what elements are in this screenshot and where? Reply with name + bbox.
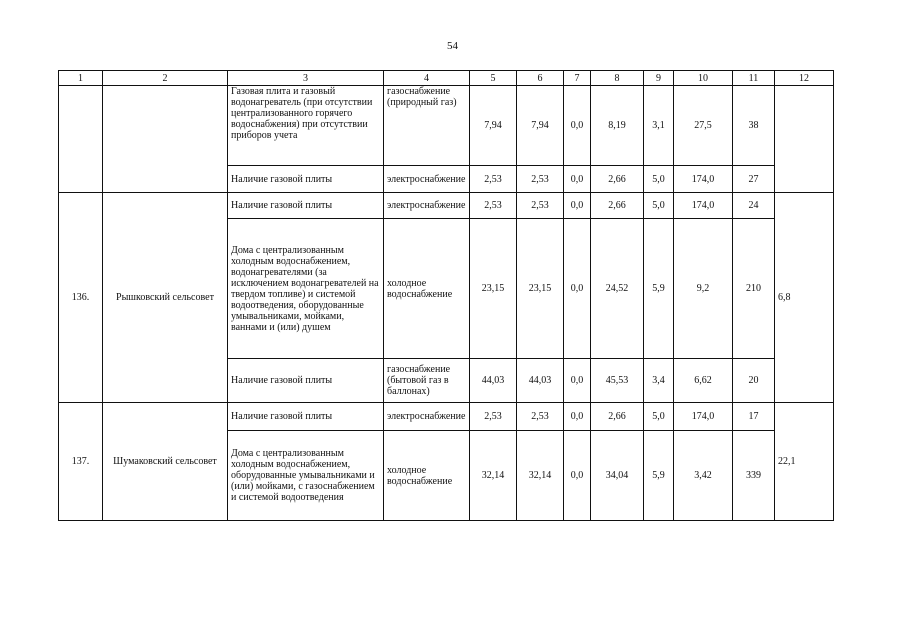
value-col-8: 8,19 — [591, 86, 644, 166]
column-number: 11 — [733, 71, 775, 86]
value-col-11: 20 — [733, 359, 775, 403]
column-number: 3 — [228, 71, 384, 86]
entry-number-cell — [59, 86, 103, 193]
column-number: 2 — [103, 71, 228, 86]
tariff-table — [58, 70, 834, 521]
value-col-6: 2,53 — [517, 193, 564, 219]
value-col-10: 174,0 — [674, 166, 733, 193]
value-col-6: 2,53 — [517, 403, 564, 431]
value-col-8: 2,66 — [591, 166, 644, 193]
value-col-5: 44,03 — [470, 359, 517, 403]
value-col-5: 23,15 — [470, 219, 517, 359]
value-col-6: 7,94 — [517, 86, 564, 166]
table-row — [59, 403, 834, 431]
value-col-8: 34,04 — [591, 431, 644, 521]
value-col-10: 3,42 — [674, 431, 733, 521]
value-col-5: 2,53 — [470, 166, 517, 193]
utility-type: холодное водоснабжение — [384, 431, 470, 521]
consumption-description: Дома с централизованным холодным водоснабжением, оборудованные умывальниками и (или) мойками, с газоснабжением и системой водоотведения — [228, 431, 384, 521]
page-number: 54 — [447, 40, 458, 52]
column-numbers-row — [59, 71, 834, 86]
value-col-7: 0,0 — [564, 219, 591, 359]
consumption-description: Наличие газовой плиты — [228, 403, 384, 431]
value-col-5: 2,53 — [470, 403, 517, 431]
column-number: 9 — [644, 71, 674, 86]
value-col-6: 23,15 — [517, 219, 564, 359]
value-col-9: 5,9 — [644, 219, 674, 359]
value-col-6: 2,53 — [517, 166, 564, 193]
value-col-8: 45,53 — [591, 359, 644, 403]
value-col-5: 7,94 — [470, 86, 517, 166]
value-col-5: 2,53 — [470, 193, 517, 219]
value-col-11: 24 — [733, 193, 775, 219]
value-col-10: 6,62 — [674, 359, 733, 403]
value-col-11: 27 — [733, 166, 775, 193]
municipality-name: Рышковский сельсовет — [103, 193, 228, 403]
value-col-10: 27,5 — [674, 86, 733, 166]
value-col-11: 339 — [733, 431, 775, 521]
consumption-description: Наличие газовой плиты — [228, 166, 384, 193]
value-col-8: 2,66 — [591, 403, 644, 431]
column-number: 5 — [470, 71, 517, 86]
column-number: 4 — [384, 71, 470, 86]
value-col-9: 3,4 — [644, 359, 674, 403]
col-12-value: 6,8 — [775, 193, 834, 403]
entry-number: 136. — [59, 193, 103, 403]
table-row — [59, 86, 834, 166]
value-col-6: 44,03 — [517, 359, 564, 403]
value-col-9: 5,0 — [644, 193, 674, 219]
utility-type: газоснабжение (бытовой газ в баллонах) — [384, 359, 470, 403]
utility-type: холодное водоснабжение — [384, 219, 470, 359]
value-col-10: 174,0 — [674, 403, 733, 431]
utility-type: электроснабжение — [384, 193, 470, 219]
municipality-name: Шумаковский сельсовет — [103, 403, 228, 521]
column-number: 10 — [674, 71, 733, 86]
consumption-description: Наличие газовой плиты — [228, 193, 384, 219]
consumption-description: Наличие газовой плиты — [228, 359, 384, 403]
value-col-7: 0,0 — [564, 86, 591, 166]
value-col-9: 3,1 — [644, 86, 674, 166]
col-12-cell — [775, 86, 834, 193]
value-col-5: 32,14 — [470, 431, 517, 521]
utility-type: газоснабжение (природный газ) — [384, 86, 470, 166]
consumption-description: Дома с централизованным холодным водоснабжением, водонагревателями (за исключением водонагревателей на твердом топливе) и системой водоотведения, оборудованные умывальниками, мойками, ваннами и (или) душем — [228, 219, 384, 359]
value-col-11: 17 — [733, 403, 775, 431]
column-number: 1 — [59, 71, 103, 86]
value-col-9: 5,0 — [644, 403, 674, 431]
value-col-9: 5,9 — [644, 431, 674, 521]
col-12-value: 22,1 — [775, 403, 834, 521]
utility-type: электроснабжение — [384, 166, 470, 193]
value-col-7: 0,0 — [564, 403, 591, 431]
value-col-8: 2,66 — [591, 193, 644, 219]
municipality-cell — [103, 86, 228, 193]
entry-number: 137. — [59, 403, 103, 521]
value-col-7: 0,0 — [564, 166, 591, 193]
value-col-11: 38 — [733, 86, 775, 166]
value-col-7: 0,0 — [564, 193, 591, 219]
utility-type: электроснабжение — [384, 403, 470, 431]
value-col-9: 5,0 — [644, 166, 674, 193]
column-number: 7 — [564, 71, 591, 86]
value-col-8: 24,52 — [591, 219, 644, 359]
consumption-description: Газовая плита и газовый водонагреватель (при отсутствии централизованного горячего водоснабжения) при отсутствии приборов учета — [228, 86, 384, 166]
table-row — [59, 193, 834, 219]
value-col-7: 0,0 — [564, 431, 591, 521]
value-col-7: 0,0 — [564, 359, 591, 403]
value-col-11: 210 — [733, 219, 775, 359]
value-col-10: 174,0 — [674, 193, 733, 219]
column-number: 6 — [517, 71, 564, 86]
column-number: 12 — [775, 71, 834, 86]
column-number: 8 — [591, 71, 644, 86]
value-col-10: 9,2 — [674, 219, 733, 359]
value-col-6: 32,14 — [517, 431, 564, 521]
